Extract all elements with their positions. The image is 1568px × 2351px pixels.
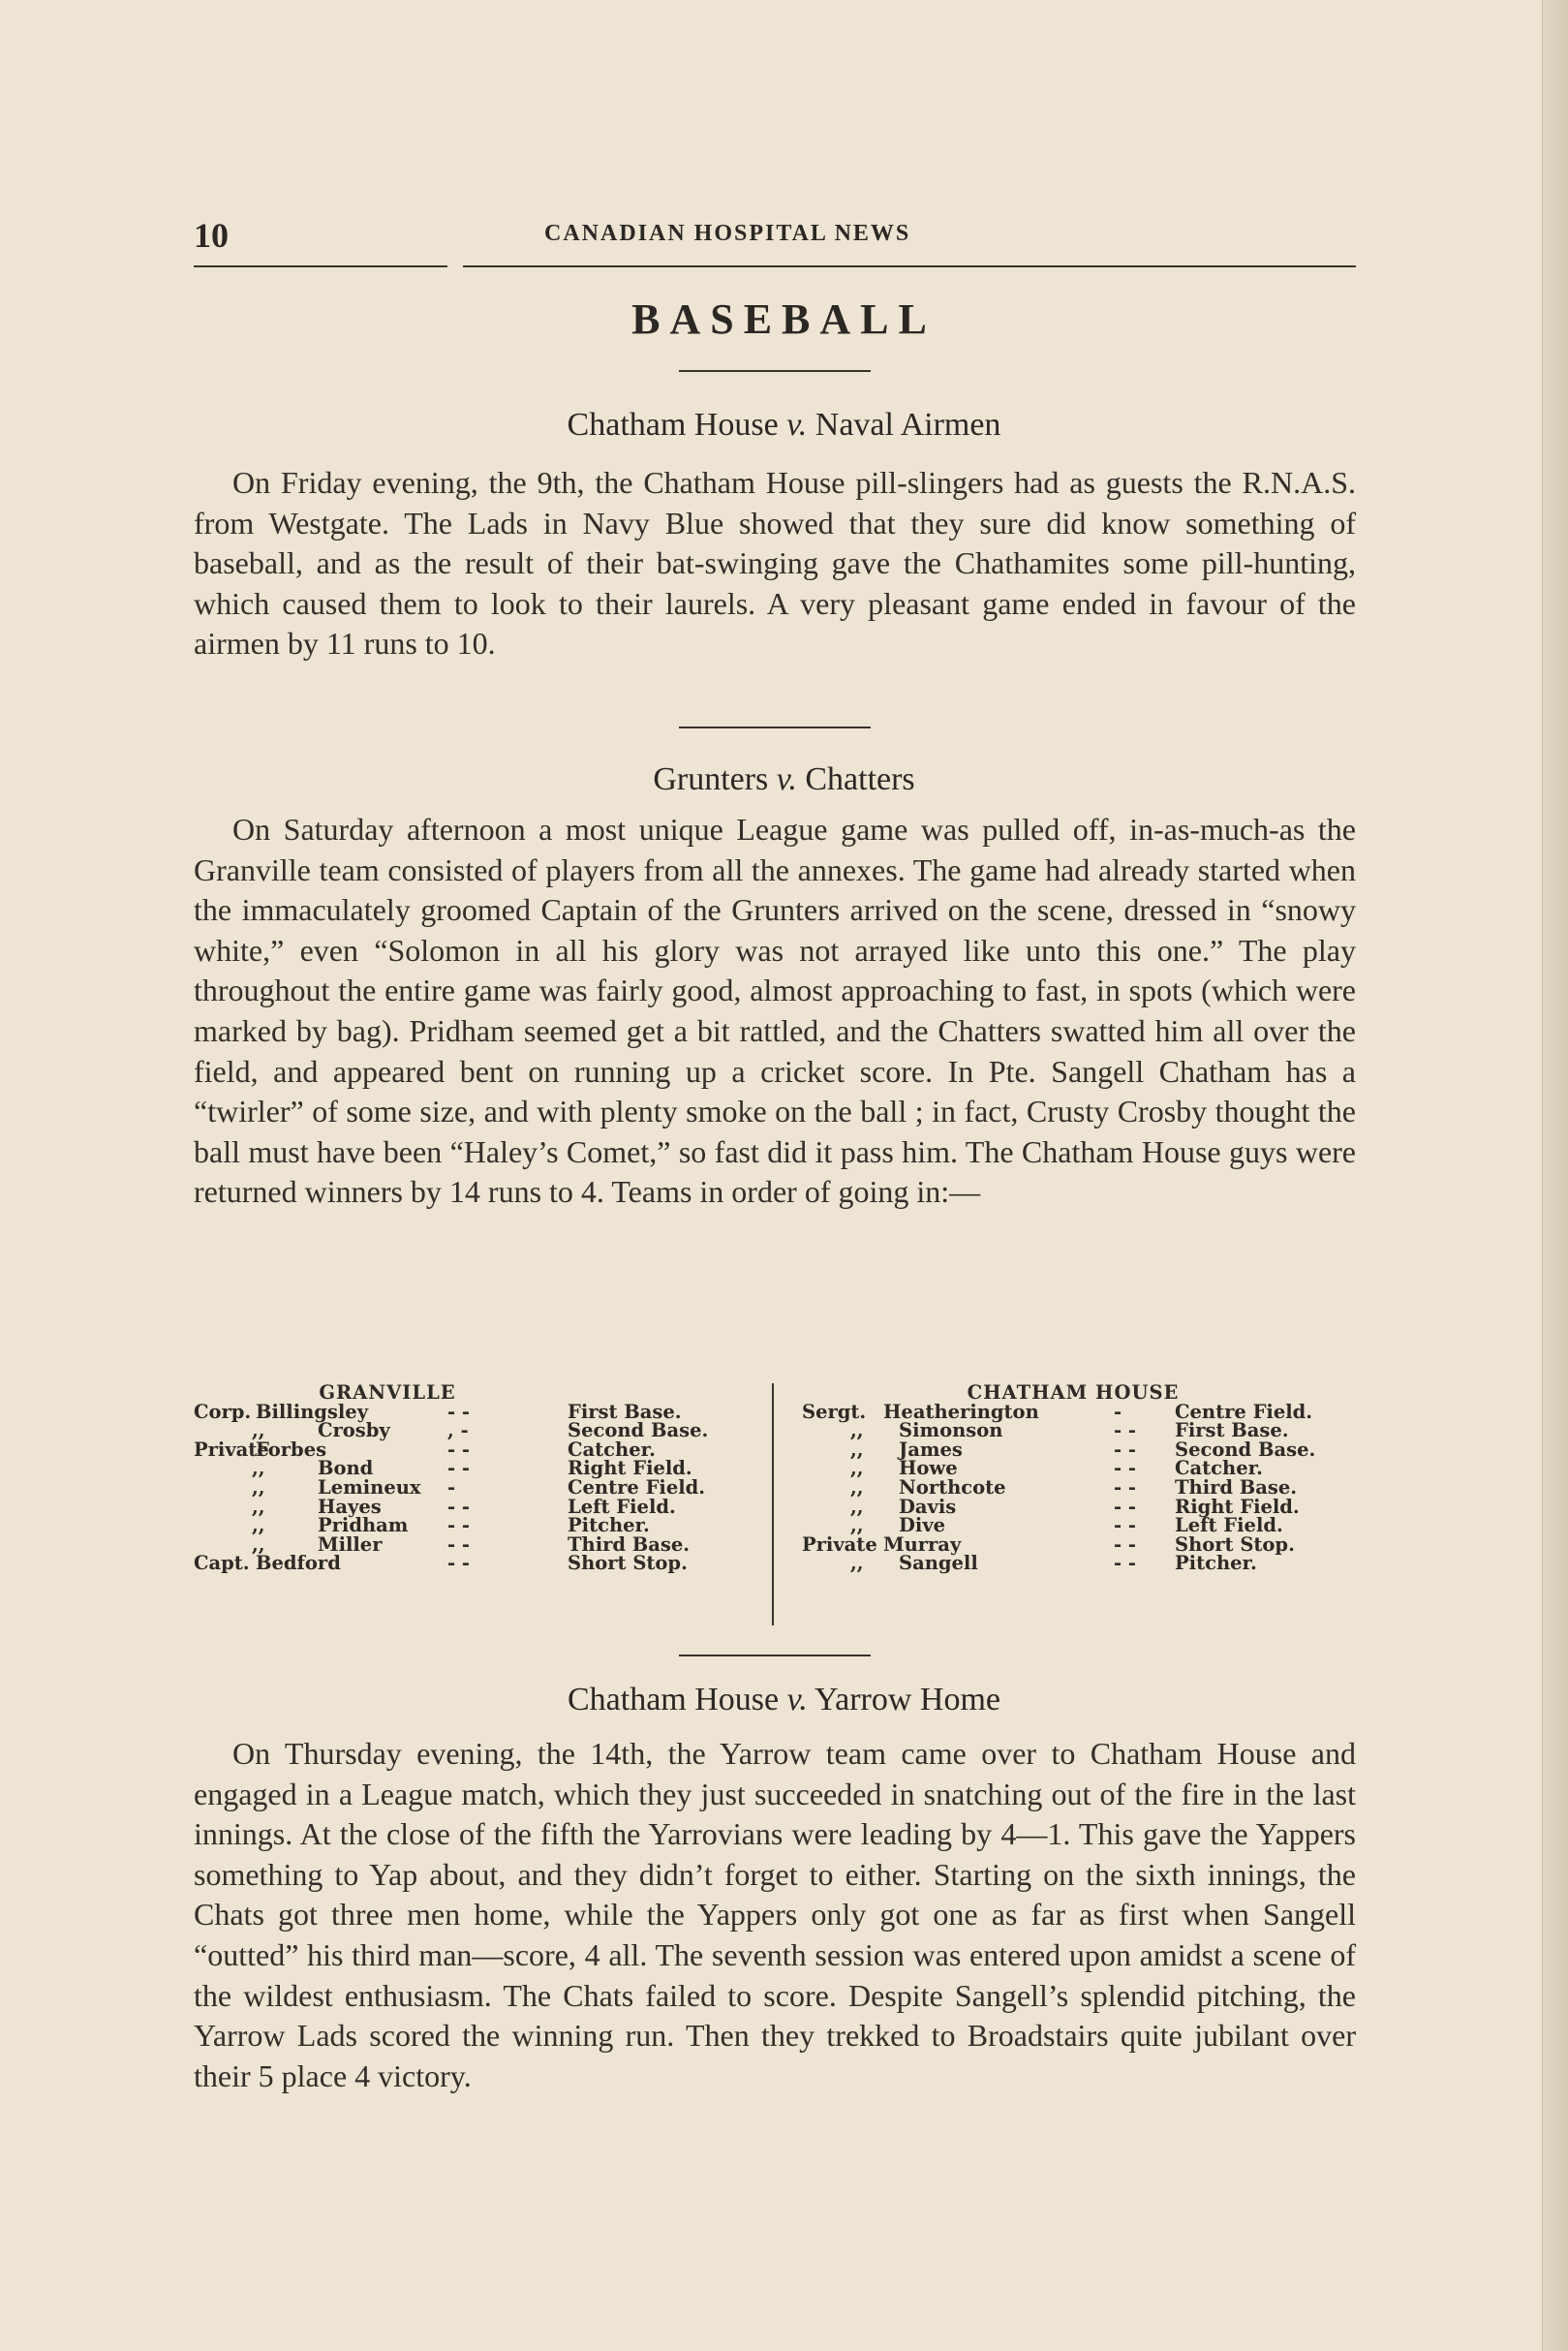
leader-dashes: - -	[1114, 1419, 1136, 1442]
leader-dashes: - -	[1114, 1475, 1136, 1499]
player-name: James	[899, 1438, 963, 1461]
section-heading-1	[0, 407, 1568, 444]
heading-versus: v.	[786, 407, 808, 443]
player-rank: ,,	[850, 1475, 864, 1499]
player-name: Miller	[318, 1532, 383, 1556]
lineup-row	[194, 1475, 755, 1499]
leader-dashes: -	[447, 1475, 456, 1499]
player-name: Simonson	[899, 1419, 1003, 1442]
lineup-divider	[772, 1383, 774, 1625]
heading-team-b: Yarrow Home	[814, 1682, 1000, 1717]
leader-dashes: - -	[447, 1514, 470, 1537]
player-name: Northcote	[899, 1475, 1006, 1499]
running-head: CANADIAN HOSPITAL NEWS	[544, 221, 911, 246]
lineup-row	[194, 1495, 755, 1518]
section-heading-2	[0, 761, 1568, 798]
player-position: Catcher.	[568, 1438, 656, 1461]
leader-dashes: - -	[1114, 1438, 1136, 1461]
page-title: BASEBALL	[631, 295, 937, 343]
player-position: Centre Field.	[1175, 1400, 1313, 1423]
player-name: Pridham	[318, 1514, 409, 1537]
leader-dashes: -	[1114, 1400, 1122, 1423]
player-rank: ,,	[252, 1532, 265, 1556]
leader-dashes: - -	[447, 1438, 470, 1461]
player-position: Second Base.	[1175, 1438, 1316, 1461]
player-name: Crosby	[318, 1419, 390, 1442]
player-name: Murray	[883, 1532, 962, 1556]
lineup-row	[194, 1554, 755, 1573]
player-position: Second Base.	[568, 1419, 709, 1442]
player-name: Billingsley	[256, 1400, 369, 1423]
section-rule-2	[679, 1655, 871, 1656]
player-position: Short Stop.	[1175, 1532, 1295, 1556]
player-position: Left Field.	[568, 1495, 676, 1518]
player-rank: Private	[802, 1532, 877, 1556]
leader-dashes: - -	[447, 1552, 470, 1575]
player-position: Left Field.	[1175, 1514, 1283, 1537]
lineup-row	[802, 1440, 1364, 1460]
section-paragraph-3	[194, 1734, 1356, 2096]
player-rank: ,,	[850, 1457, 864, 1480]
heading-team-a: Chatham House	[568, 1682, 780, 1717]
section-paragraph-2	[194, 810, 1356, 1213]
player-rank: Private	[194, 1438, 269, 1461]
player-name: Hayes	[318, 1495, 382, 1518]
lineup-chatham-house	[802, 1383, 1364, 1573]
player-rank: ,,	[252, 1495, 265, 1518]
player-name: Howe	[899, 1457, 958, 1480]
section-rule-1	[679, 727, 871, 728]
section-heading-3	[0, 1682, 1568, 1718]
player-position: Third Base.	[1175, 1475, 1298, 1499]
title-rule	[679, 370, 871, 372]
heading-team-a: Grunters	[653, 761, 769, 797]
leader-dashes: - -	[1114, 1532, 1136, 1556]
leader-dashes: - -	[447, 1495, 470, 1518]
player-position: Third Base.	[568, 1532, 691, 1556]
player-position: Short Stop.	[568, 1552, 688, 1575]
player-rank: ,,	[850, 1552, 864, 1575]
page-header	[194, 215, 1361, 263]
player-position: Right Field.	[568, 1457, 692, 1480]
section-paragraph-1	[194, 463, 1356, 665]
heading-versus: v.	[776, 761, 797, 797]
lineup-row	[802, 1554, 1364, 1573]
player-name: Dive	[899, 1514, 946, 1537]
lineup-granville	[194, 1383, 755, 1573]
lineup-row	[802, 1475, 1364, 1499]
player-rank: ,,	[850, 1438, 864, 1461]
lineup-row	[194, 1516, 755, 1535]
paragraph-text: On Saturday afternoon a most unique League game was pulled off, in-as-much-as the Granville team consisted of players from all the annexes. The game had already started when the immaculately groomed Captain of the Grunters arrived on the scene, dressed in “snowy white,” even “Solomon in all his glory was not arrayed like unto this one.” The play throughout the entire game was fairly good, almost approaching to fast, in spots (which were marked by bag). Pridham seemed get a bit rattled, and the Chatters swatted him all over the field, and appeared bent on running up a cricket score. In Pte. Sangell Chatham has a “twirler” of some size, and with plenty smoke on the ball ; in fact, Crusty Crosby thought the ball must have been “Haley’s Comet,” so fast did it pass him. The Chatham House guys were returned winners by 14 runs to 4. Teams in order of going in:—	[194, 812, 1356, 1210]
player-position: Catcher.	[1175, 1457, 1263, 1480]
leader-dashes: - -	[447, 1457, 470, 1480]
lineup-row	[194, 1421, 755, 1440]
player-position: Pitcher.	[1175, 1552, 1257, 1575]
player-position: First Base.	[1175, 1419, 1289, 1442]
player-position: Centre Field.	[568, 1475, 706, 1499]
leader-dashes: , -	[447, 1419, 469, 1442]
page-edge	[1542, 0, 1568, 2351]
player-name: Davis	[899, 1495, 957, 1518]
heading-team-b: Naval Airmen	[815, 407, 1001, 443]
player-rank: Corp.	[194, 1400, 252, 1423]
player-rank: Sergt.	[802, 1400, 867, 1423]
paragraph-text: On Friday evening, the 9th, the Chatham House pill-slingers had as guests the R.N.A.S. from Westgate. The Lads in Navy Blue showed that they sure did know something of baseball, and as the result of their bat-swinging gave the Chathamites some pill-hunting, which caused them to look to their laurels. A very pleasant game ended in favour of the airmen by 11 runs to 10.	[194, 465, 1356, 662]
leader-dashes: - -	[1114, 1457, 1136, 1480]
leader-dashes: - -	[447, 1532, 470, 1556]
player-name: Bond	[318, 1457, 374, 1480]
heading-versus: v.	[786, 1682, 808, 1717]
player-name: Bedford	[256, 1552, 341, 1575]
heading-team-b: Chatters	[805, 761, 915, 797]
leader-dashes: - -	[1114, 1514, 1136, 1537]
page-number: 10	[194, 216, 229, 255]
lineup-row	[802, 1532, 1364, 1556]
player-position: Right Field.	[1175, 1495, 1300, 1518]
lineup-row	[802, 1516, 1364, 1535]
player-position: First Base.	[568, 1400, 682, 1423]
player-name: Sangell	[899, 1552, 978, 1575]
player-rank: ,,	[850, 1495, 864, 1518]
player-name: Heatherington	[883, 1400, 1039, 1423]
player-position: Pitcher.	[568, 1514, 650, 1537]
paragraph-text: On Thursday evening, the 14th, the Yarrow team came over to Chatham House and engaged in a League match, which they just succeeded in snatching out of the fire in the last innings. At the close of the fifth the Yarrovians were leading by 4—1. This gave the Yappers something to Yap about, and they didn’t forget to either. Starting on the sixth innings, the Chats got three men home, while the Yappers only got one as far as first when Sangell “outted” his third man—score, 4 all. The seventh session was entered upon amidst a scene of the wildest enthusiasm. The Chats failed to score. Despite Sangell’s splendid pitching, the Yarrow Lads scored the winning run. Then they trekked to Broadstairs quite jubilant over their 5 place 4 victory.	[194, 1736, 1356, 2093]
lineup-team-name: CHATHAM HOUSE	[967, 1381, 1180, 1404]
player-rank: Capt.	[194, 1552, 250, 1575]
player-rank: ,,	[252, 1475, 265, 1499]
lineup-team-name: GRANVILLE	[319, 1381, 456, 1404]
lineup-row	[802, 1421, 1364, 1440]
player-rank: ,,	[252, 1514, 265, 1537]
player-name: Forbes	[256, 1438, 327, 1461]
leader-dashes: - -	[1114, 1552, 1136, 1575]
player-rank: ,,	[252, 1457, 265, 1480]
leader-dashes: - -	[447, 1400, 470, 1423]
player-rank: ,,	[850, 1419, 864, 1442]
player-rank: ,,	[850, 1514, 864, 1537]
header-rule-left	[194, 265, 447, 267]
leader-dashes: - -	[1114, 1495, 1136, 1518]
player-name: Lemineux	[318, 1475, 421, 1499]
heading-team-a: Chatham House	[567, 407, 779, 443]
header-rule-right	[463, 265, 1356, 267]
player-rank: ,,	[252, 1419, 265, 1442]
